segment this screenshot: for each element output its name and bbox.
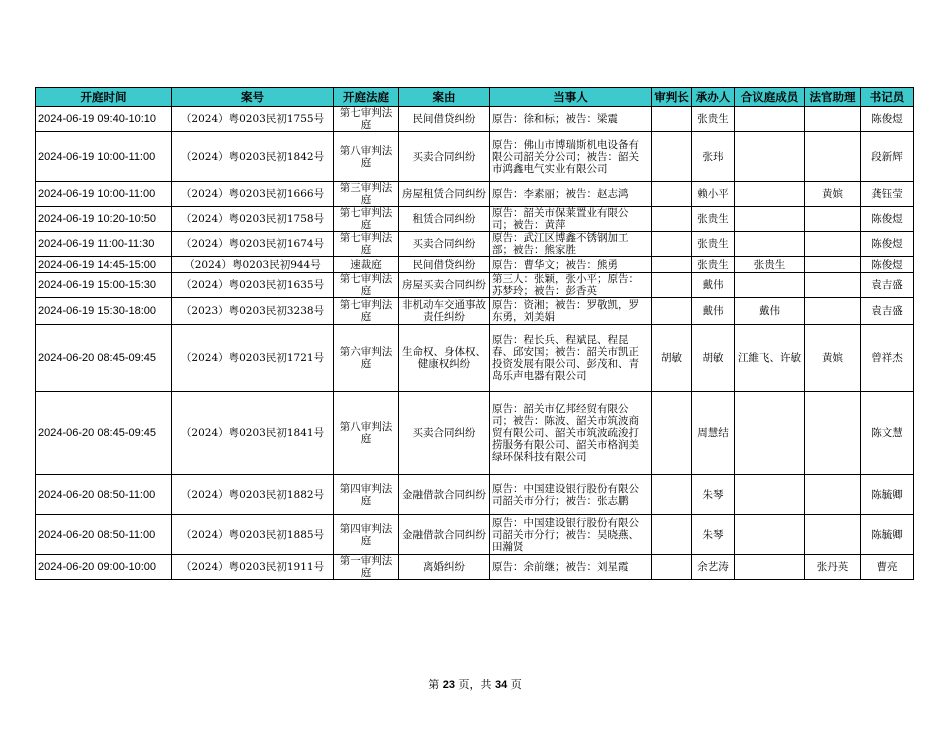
cell-chief-judge: [652, 325, 692, 392]
cell-cause: [399, 232, 490, 257]
cell-parties-text: 原告：韶关市亿邦经贸有限公司；被告：陈波、韶关市筑波商贸有限公司、韶关市筑波疏浚打捞服务有限公司、韶关市格润美绿环保科技有限公司: [492, 403, 639, 463]
cell-case-no: [172, 298, 334, 325]
footer-page-number: 23: [442, 679, 455, 691]
cell-parties-text: 原告：余前继；被告：刘星霞: [492, 561, 629, 573]
cell-time-text: 2024-06-19 10:00-11:00: [38, 150, 156, 163]
cell-clerk-text: 陈俊煜: [871, 238, 903, 250]
table-row: [36, 392, 914, 475]
cell-case-no: [172, 232, 334, 257]
cell-court: [334, 475, 399, 515]
table-row: [36, 132, 914, 182]
cell-court-text: 第七审判法庭: [339, 299, 393, 323]
cell-handler: [692, 555, 735, 580]
cell-assistant: [805, 232, 861, 257]
cell-clerk: [861, 273, 914, 298]
cell-parties-text: 原告：武江区博鑫不锈钢加工部；被告：熊家胜: [492, 232, 629, 256]
cell-clerk: [861, 325, 914, 392]
cell-cause-text: 非机动车交通事故责任纠纷: [402, 299, 486, 323]
header-chief-judge: 审判长: [652, 88, 692, 107]
cell-clerk-text: 陈毓卿: [871, 528, 903, 541]
cell-cause-text: 房屋买卖合同纠纷: [402, 279, 486, 291]
cell-handler: [692, 273, 735, 298]
cell-parties: [490, 257, 652, 273]
cell-time-text: 2024-06-19 11:00-11:30: [38, 238, 155, 250]
cell-parties: [490, 298, 652, 325]
cell-panel: [735, 325, 805, 392]
cell-case-no: [172, 182, 334, 207]
cell-court: [334, 257, 399, 273]
cell-cause: [399, 182, 490, 207]
cell-clerk-text: 曹亮: [876, 561, 898, 573]
cell-clerk: [861, 107, 914, 132]
cell-panel: [735, 132, 805, 182]
cell-handler-text: 张玮: [702, 150, 724, 163]
cell-clerk-text: 袁吉盛: [871, 305, 903, 317]
table-row: [36, 515, 914, 555]
cell-parties-text: 原告：资湘；被告：罗敬凯，罗东勇，刘美娟: [492, 299, 639, 323]
cell-assistant: [805, 107, 861, 132]
cell-cause-text: 金融借款合同纠纷: [402, 528, 486, 541]
cell-court-text: 第七审判法庭: [339, 107, 393, 131]
cell-cause-text: 民间借贷纠纷: [412, 258, 476, 271]
cell-cause-text: 金融借款合同纠纷: [402, 488, 486, 501]
cell-case-no-text: （2024）粤0203民初1911号: [180, 561, 325, 573]
cell-chief-judge: [652, 232, 692, 257]
cell-case-no: [172, 555, 334, 580]
cell-case-no: [172, 515, 334, 555]
footer-suffix: 页: [510, 678, 522, 691]
cell-handler: [692, 257, 735, 273]
cell-time: [36, 132, 172, 182]
cell-cause-text: 房屋租赁合同纠纷: [402, 188, 486, 200]
cell-clerk: [861, 515, 914, 555]
cell-time: [36, 392, 172, 475]
cell-handler: [692, 132, 735, 182]
cell-parties-text: 第三人：张颖，张小平；原告：苏梦玲；被告：彭香英: [492, 273, 639, 297]
cell-case-no: [172, 207, 334, 232]
cell-assistant-text: 黄嫔: [822, 188, 843, 200]
cell-panel-text: 江維飞、许敏: [738, 352, 801, 364]
cell-case-no-text: （2024）粤0203民初1885号: [180, 528, 325, 541]
table-row: [36, 555, 914, 580]
cell-cause: [399, 207, 490, 232]
cell-handler: [692, 392, 735, 475]
cell-court-text: 第一审判法庭: [339, 555, 393, 579]
cell-chief-judge: [652, 392, 692, 475]
header-handler: 承办人: [692, 88, 735, 107]
header-parties: 当事人: [490, 88, 652, 107]
cell-clerk: [861, 475, 914, 515]
cell-cause: [399, 298, 490, 325]
cell-clerk: [861, 257, 914, 273]
page-footer: [0, 676, 950, 692]
table-row: [36, 107, 914, 132]
table-row: [36, 207, 914, 232]
cell-case-no-text: （2024）粤0203民初1882号: [180, 488, 325, 501]
cell-chief-judge: [652, 515, 692, 555]
cell-court: [334, 182, 399, 207]
cell-handler-text: 张贵生: [697, 238, 729, 250]
cell-cause: [399, 107, 490, 132]
cell-case-no: [172, 325, 334, 392]
cell-time: [36, 232, 172, 257]
cell-parties: [490, 475, 652, 515]
cell-court-text: 第八审判法庭: [339, 144, 393, 169]
header-case-no: 案号: [172, 88, 334, 107]
cell-parties-text: 原告：程长兵、程斌昆、程昆春、邱安国；被告：韶关市凯正投资发展有限公司、彭茂和、青岛乐声电器有限公司: [492, 334, 639, 382]
cell-court-text: 第六审判法庭: [339, 346, 393, 370]
table-row: [36, 475, 914, 515]
cell-clerk-text: 陈文慧: [871, 427, 903, 439]
cell-court: [334, 207, 399, 232]
cell-court-text: 第四审判法庭: [339, 522, 393, 547]
cell-case-no-text: （2023）粤0203民初3238号: [180, 305, 325, 317]
table-row: [36, 257, 914, 273]
cell-clerk: [861, 392, 914, 475]
cell-parties-text: 原告：中国建设银行股份有限公司韶关市分行；被告：张志鹏: [492, 482, 639, 507]
cell-cause-text: 离婚纠纷: [423, 561, 465, 573]
cell-case-no-text: （2024）粤0203民初1674号: [180, 238, 325, 250]
cell-parties-text: 原告：李素丽；被告：赵志鸿: [492, 188, 629, 200]
cell-chief-judge: [652, 107, 692, 132]
cell-handler-text: 张贵生: [697, 258, 729, 271]
cell-assistant: [805, 132, 861, 182]
cell-parties: [490, 515, 652, 555]
header-time: 开庭时间: [36, 88, 172, 107]
cell-parties-text: 原告：中国建设银行股份有限公司韶关市分行；被告：吴晓燕、田瀚贤: [492, 516, 639, 553]
cell-chief-judge: [652, 273, 692, 298]
cell-cause: [399, 392, 490, 475]
cell-court: [334, 132, 399, 182]
cell-parties: [490, 132, 652, 182]
cell-court-text: 第七审判法庭: [339, 232, 393, 256]
cell-panel-text: 张贵生: [753, 258, 786, 271]
cell-handler: [692, 182, 735, 207]
cell-parties: [490, 273, 652, 298]
cell-case-no: [172, 107, 334, 132]
cell-assistant: [805, 257, 861, 273]
cell-panel: [735, 475, 805, 515]
cell-clerk-text: 段新辉: [871, 150, 903, 163]
cell-cause-text: 民间借贷纠纷: [412, 113, 476, 125]
table-row: [36, 273, 914, 298]
cell-clerk-text: 袁吉盛: [871, 279, 903, 291]
cell-court: [334, 325, 399, 392]
cell-time: [36, 257, 172, 273]
cell-handler: [692, 298, 735, 325]
cell-panel: [735, 392, 805, 475]
cell-assistant: [805, 475, 861, 515]
header-panel: 合议庭成员: [735, 88, 805, 107]
cell-court: [334, 392, 399, 475]
cell-handler: [692, 232, 735, 257]
cell-cause: [399, 555, 490, 580]
cell-time: [36, 107, 172, 132]
cell-cause: [399, 257, 490, 273]
cell-court-text: 第七审判法庭: [339, 207, 393, 231]
header-assistant: 法官助理: [805, 88, 861, 107]
hearing-schedule-table: [35, 87, 914, 580]
cell-time-text: 2024-06-19 14:45-15:00: [38, 258, 157, 271]
cell-chief-judge: [652, 298, 692, 325]
cell-parties: [490, 232, 652, 257]
cell-cause: [399, 132, 490, 182]
cell-panel: [735, 182, 805, 207]
cell-chief-judge: [652, 207, 692, 232]
cell-case-no: [172, 273, 334, 298]
footer-prefix: 第: [428, 678, 440, 691]
cell-time-text: 2024-06-20 08:50-11:00: [38, 528, 156, 541]
cell-handler: [692, 475, 735, 515]
cell-panel: [735, 555, 805, 580]
table-row: [36, 232, 914, 257]
cell-court-text: 第四审判法庭: [339, 482, 393, 507]
cell-clerk: [861, 298, 914, 325]
cell-time: [36, 515, 172, 555]
cell-parties: [490, 325, 652, 392]
cell-cause-text: 买卖合同纠纷: [412, 427, 476, 439]
cell-handler-text: 赖小平: [697, 188, 729, 200]
cell-parties: [490, 107, 652, 132]
cell-handler: [692, 207, 735, 232]
cell-parties-text: 原告：徐和标；被告：梁震: [492, 113, 618, 125]
header-cause: 案由: [399, 88, 490, 107]
cell-panel: [735, 107, 805, 132]
cell-case-no-text: （2024）粤0203民初1666号: [180, 188, 325, 200]
cell-assistant-text: 黄嫔: [822, 352, 843, 364]
cell-handler-text: 朱琴: [702, 528, 724, 541]
footer-total-pages: 34: [495, 679, 508, 691]
cell-panel: [735, 232, 805, 257]
cell-clerk-text: 陈毓卿: [871, 488, 903, 501]
cell-time: [36, 325, 172, 392]
cell-panel-text: 戴伟: [759, 305, 780, 317]
cell-parties: [490, 392, 652, 475]
cell-cause: [399, 325, 490, 392]
cell-court: [334, 107, 399, 132]
header-row: [36, 88, 914, 107]
cell-assistant: [805, 182, 861, 207]
cell-time-text: 2024-06-20 08:45-09:45: [38, 427, 157, 439]
cell-time: [36, 182, 172, 207]
cell-handler-text: 张贵生: [697, 113, 729, 125]
cell-clerk: [861, 232, 914, 257]
cell-cause: [399, 475, 490, 515]
cell-case-no-text: （2024）粤0203民初1758号: [180, 213, 325, 225]
cell-clerk: [861, 132, 914, 182]
cell-parties: [490, 207, 652, 232]
cell-panel: [735, 257, 805, 273]
cell-assistant: [805, 515, 861, 555]
cell-handler-text: 戴伟: [702, 305, 724, 317]
cell-clerk-text: 曾祥杰: [871, 352, 903, 364]
cell-time-text: 2024-06-19 15:00-15:30: [38, 279, 157, 291]
cell-clerk-text: 陈俊煜: [871, 258, 903, 271]
cell-assistant: [805, 392, 861, 475]
cell-handler: [692, 107, 735, 132]
cell-chief-judge: [652, 182, 692, 207]
cell-parties-text: 原告：韶关市保莱置业有限公司；被告：黄萍: [492, 207, 629, 231]
cell-court: [334, 298, 399, 325]
cell-time: [36, 298, 172, 325]
cell-chief-judge: [652, 475, 692, 515]
cell-clerk: [861, 207, 914, 232]
cell-handler: [692, 325, 735, 392]
cell-parties: [490, 182, 652, 207]
cell-clerk: [861, 182, 914, 207]
cell-chief-judge-text: 胡敏: [661, 352, 682, 364]
cell-handler-text: 张贵生: [697, 213, 729, 225]
cell-case-no-text: （2024）粤0203民初944号: [184, 258, 321, 271]
cell-chief-judge: [652, 555, 692, 580]
cell-case-no-text: （2024）粤0203民初1721号: [180, 352, 325, 364]
table-row: [36, 182, 914, 207]
header-court: 开庭法庭: [334, 88, 399, 107]
cell-chief-judge: [652, 257, 692, 273]
cell-clerk-text: 龚钰莹: [871, 188, 903, 200]
cell-time-text: 2024-06-20 08:45-09:45: [38, 352, 157, 364]
cell-time: [36, 207, 172, 232]
cell-assistant: [805, 555, 861, 580]
cell-time: [36, 555, 172, 580]
cell-time-text: 2024-06-19 10:00-11:00: [38, 188, 156, 200]
cell-case-no: [172, 257, 334, 273]
table-row: [36, 325, 914, 392]
cell-handler-text: 戴伟: [702, 279, 724, 291]
cell-parties-text: 原告：佛山市博瑞斯机电设备有限公司韶关分公司；被告：韶关市鸿鑫电气实业有限公司: [492, 138, 639, 175]
cell-time-text: 2024-06-20 08:50-11:00: [38, 488, 156, 501]
cell-case-no-text: （2024）粤0203民初1635号: [180, 279, 325, 291]
cell-handler-text: 周慧结: [697, 427, 729, 439]
table-row: [36, 298, 914, 325]
header-clerk: 书记员: [861, 88, 914, 107]
cell-handler-text: 余艺涛: [697, 561, 729, 573]
cell-case-no: [172, 475, 334, 515]
cell-court: [334, 232, 399, 257]
cell-clerk-text: 陈俊煜: [871, 213, 903, 225]
cell-court: [334, 273, 399, 298]
cell-handler-text: 朱琴: [702, 488, 724, 501]
cell-court-text: 第八审判法庭: [339, 421, 393, 445]
cell-handler-text: 胡敏: [702, 352, 724, 364]
cell-time-text: 2024-06-19 09:40-10:10: [38, 113, 157, 125]
cell-time: [36, 475, 172, 515]
cell-case-no-text: （2024）粤0203民初1841号: [180, 427, 325, 439]
cell-cause-text: 买卖合同纠纷: [412, 238, 476, 250]
cell-time-text: 2024-06-19 10:20-10:50: [38, 213, 157, 225]
cell-panel: [735, 515, 805, 555]
cell-assistant-text: 张丹英: [816, 561, 849, 573]
cell-time-text: 2024-06-20 09:00-10:00: [38, 561, 157, 573]
cell-assistant: [805, 207, 861, 232]
cell-court: [334, 555, 399, 580]
cell-cause-text: 租赁合同纠纷: [412, 213, 476, 225]
cell-parties: [490, 555, 652, 580]
cell-panel: [735, 273, 805, 298]
cell-case-no-text: （2024）粤0203民初1842号: [180, 150, 325, 163]
cell-parties-text: 原告：曹华文；被告：熊勇: [492, 258, 618, 271]
cell-assistant: [805, 325, 861, 392]
cell-cause-text: 买卖合同纠纷: [412, 150, 476, 163]
footer-mid: 页，共: [458, 678, 492, 691]
cell-court-text: 第七审判法庭: [339, 273, 393, 297]
cell-case-no: [172, 132, 334, 182]
cell-clerk-text: 陈俊煜: [871, 113, 903, 125]
cell-court: [334, 515, 399, 555]
cell-assistant: [805, 298, 861, 325]
cell-handler: [692, 515, 735, 555]
cell-court-text: 第三审判法庭: [339, 182, 393, 206]
cell-panel: [735, 207, 805, 232]
cell-court-text: 速裁庭: [350, 258, 382, 271]
cell-time-text: 2024-06-19 15:30-18:00: [38, 305, 157, 317]
cell-case-no: [172, 392, 334, 475]
cell-case-no-text: （2024）粤0203民初1755号: [180, 113, 325, 125]
cell-clerk: [861, 555, 914, 580]
cell-cause-text: 生命权、身体权、健康权纠纷: [402, 346, 486, 370]
cell-time: [36, 273, 172, 298]
cell-cause: [399, 273, 490, 298]
cell-chief-judge: [652, 132, 692, 182]
cell-panel: [735, 298, 805, 325]
cell-assistant: [805, 273, 861, 298]
cell-cause: [399, 515, 490, 555]
